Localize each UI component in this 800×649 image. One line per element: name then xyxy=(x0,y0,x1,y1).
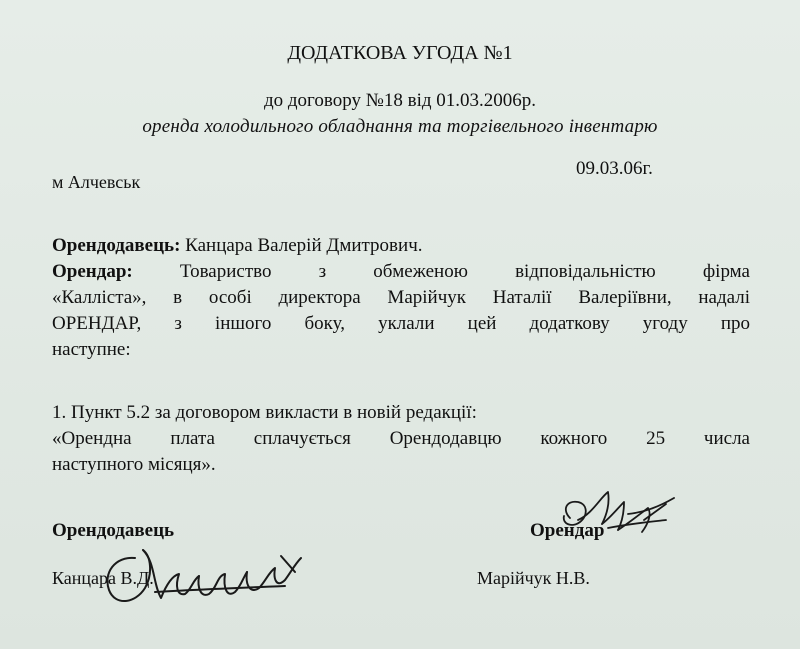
contract-subject: оренда холодильного обладнання та торгівельного інвентарю xyxy=(142,116,658,137)
document-date: 09.03.06г. xyxy=(576,158,653,179)
lessor-handwritten-signature xyxy=(95,528,315,618)
clause-line-3: наступного місяця». xyxy=(52,454,216,475)
lessor-name: Канцара Валерій Дмитрович. xyxy=(180,235,423,256)
lessee-paragraph xyxy=(52,259,750,363)
lessor-signature-label: Орендодавець xyxy=(52,520,175,541)
lessee-line-3: ОРЕНДАР, з іншого боку, уклали цей додаткову угоду про xyxy=(52,313,750,334)
clause-line-1: 1. Пункт 5.2 за договором викласти в новій редакції: xyxy=(52,402,477,423)
lessee-line-2: «Калліста», в особі директора Марійчук Наталії Валеріївни, надалі xyxy=(52,287,750,308)
document-title: ДОДАТКОВА УГОДА №1 xyxy=(287,42,513,64)
clause-paragraph xyxy=(52,400,750,478)
lessor-paragraph xyxy=(52,233,750,259)
lessor-label: Орендодавець: xyxy=(52,235,181,256)
lessee-signature-label: Орендар xyxy=(530,520,605,541)
document-city: м Алчевськ xyxy=(52,172,141,192)
clause-line-2: «Орендна плата сплачується Орендодавцю кожного 25 числа xyxy=(52,428,750,449)
lessee-label: Орендар: xyxy=(52,261,133,282)
lessee-signature-name: Марійчук Н.В. xyxy=(477,568,590,588)
lessee-line-4: наступне: xyxy=(52,339,131,360)
lessee-line-1: Орендар: Товариство з обмеженою відповідальністю фірма xyxy=(52,261,750,282)
lessor-signature-name: Канцара В.Д. xyxy=(52,568,154,588)
lessee-handwritten-signature xyxy=(548,484,688,554)
contract-reference: до договору №18 від 01.03.2006р. xyxy=(263,90,537,111)
